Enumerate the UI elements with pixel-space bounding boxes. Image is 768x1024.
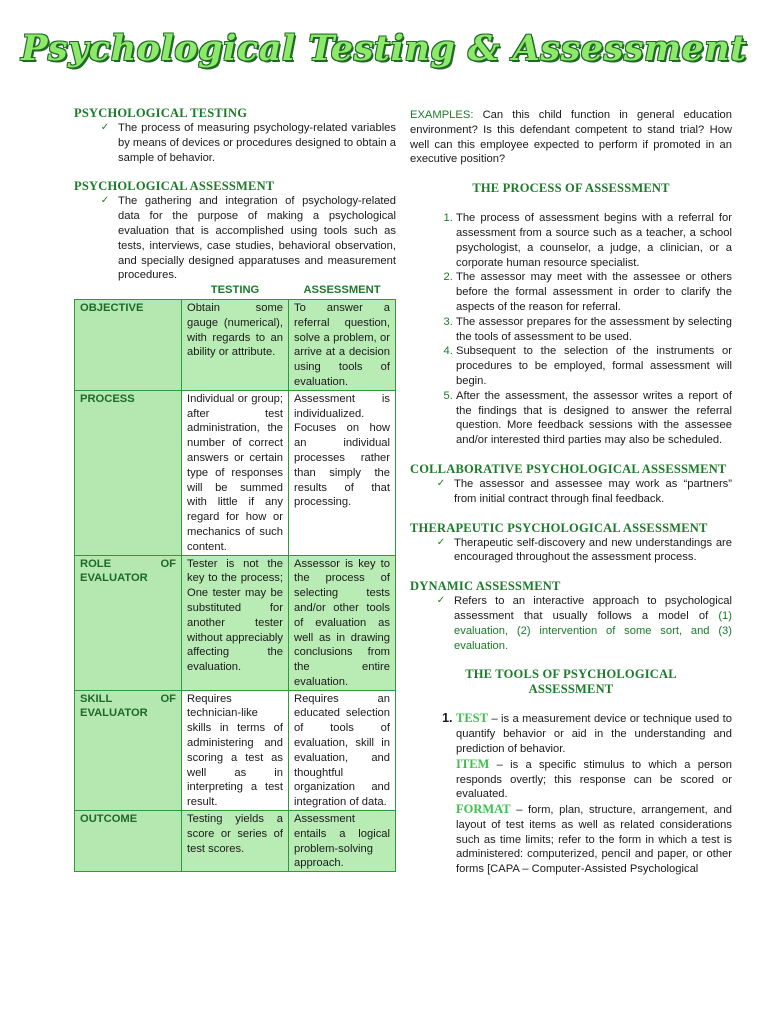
examples-paragraph [410,108,732,167]
process-steps-list [410,211,732,448]
tools-list [410,711,732,756]
assessment-cell: Assessment is individualized. Focuses on how an individual processes rather than simply the results of that processing. [289,390,396,555]
page-title: Psychological Testing & Assessment [21,28,747,69]
table-row [75,690,396,810]
table-header-testing: TESTING [210,284,260,297]
table-row [75,555,396,690]
term-test: TEST [456,711,488,726]
examples-text: Can this child function in general education environment? Is this defendant competent to stand trial? How well can this employee expected to perform if promoted in an executive position? [410,109,733,166]
test-definition: – is a measurement device or technique used to quantify behavior or aid in the understanding and prediction of behavior. [456,713,732,755]
definition-collaborative: ✓ The assessor and assessee may work as “partners” from initial contract through final feedback. [410,477,732,507]
list-item: 5. After the assessment, the assessor writes a report of the findings that is designed to answer the referral question. More feedback sessions with the assessee and/or interested third parties may also be scheduled. [456,389,732,448]
testing-cell: Testing yields a score or series of test scores. [182,811,289,872]
row-label: PROCESS [75,390,182,555]
row-label: OUTCOME [75,811,182,872]
section-heading-dynamic: DYNAMIC ASSESSMENT [410,579,561,594]
assessment-cell: Requires an educated selection of tools of evaluation, skill in evaluation, and thoughtful organization and integration of data. [289,690,396,810]
definition-dynamic [410,594,732,653]
section-heading-psychological-assessment: PSYCHOLOGICAL ASSESSMENT [74,179,275,194]
assessment-cell: To answer a referral question, solve a problem, or arrive at a decision using tools of evaluation. [289,299,396,390]
item-definition: ITEM – is a specific stimulus to which a person responds overtly; this response can be scored or evaluated. [456,756,732,801]
examples-label: EXAMPLES: [410,109,474,121]
term-format: FORMAT [456,802,511,817]
section-heading-collaborative: COLLABORATIVE PSYCHOLOGICAL ASSESSMENT [410,461,727,476]
section-heading-psychological-testing: PSYCHOLOGICAL TESTING [74,106,248,120]
table-row [75,811,396,872]
testing-cell: Requires technician-like skills in terms of administering and scoring a test as well as in interpreting a test result. [182,690,289,810]
table-header-blank [75,283,182,299]
testing-cell: Obtain some gauge (numerical), with regards to an ability or attribute. [182,299,289,390]
list-item: 3. The assessor prepares for the assessment by selecting the tools of assessment to be used. [456,315,732,345]
definition-psychological-testing: ✓ The process of measuring psychology-related variables by means of devices or procedures designed to obtain a sample of behavior. [74,121,396,165]
checkmark-icon: ✓ [100,195,110,207]
left-column [74,106,396,872]
section-heading-tools: THE TOOLS OF PSYCHOLOGICAL ASSESSMENT [465,667,677,697]
definition-psychological-assessment: ✓ The gathering and integration of psychology-related data for the purpose of making a psychological evaluation that is accomplished using tools such as tests, interviews, case studies, behavioral observation, and specially designed apparatuses and measurement procedures. [74,194,396,283]
section-heading-process: THE PROCESS OF ASSESSMENT [472,181,670,196]
testing-cell: Tester is not the key to the process; One tester may be substituted for another tester without appreciably affecting the evaluation. [182,555,289,690]
checkmark-icon: ✓ [100,122,110,133]
dynamic-text: Refers to an interactive approach to psychological assessment that usually follows a model of [454,595,732,622]
comparison-table [74,283,396,872]
checkmark-icon: ✓ [436,595,446,607]
table-row [75,390,396,555]
table-row [75,299,396,390]
list-item-test [456,711,732,756]
list-item: 2. The assessor may meet with the assessee or others before the formal assessment in order to clarify the aspects of the reason for referral. [456,270,732,314]
list-item: 1. The process of assessment begins with a referral for assessment from a source such as a teacher, a school psychologist, a counselor, a judge, a clinician, or a corporate human resource specialist. [456,211,732,270]
row-label: OBJECTIVE [75,299,182,390]
format-definition: FORMAT – form, plan, structure, arrangement, and layout of test items as well as related considerations such as time limits; refer to the form in which a test is administered: computerized, pencil and paper, or other forms [CAPA – Computer-Assisted Psychological [456,802,732,876]
assessment-cell: Assessment entails a logical problem-solving approach. [289,811,396,872]
assessment-cell: Assessor is key to the process of selecting tests and/or other tools of evaluation as well as in drawing conclusions from the entire evaluation. [289,555,396,690]
table-header-assessment: ASSESSMENT [303,284,381,297]
checkmark-icon: ✓ [436,477,446,489]
list-item: 4. Subsequent to the selection of the instruments or procedures to be employed, formal assessment will begin. [456,344,732,388]
term-item: ITEM [456,756,490,771]
definition-therapeutic: ✓ Therapeutic self-discovery and new understandings are encouraged throughout the assessment process. [410,536,732,566]
row-label: ROLE OF EVALUATOR [75,555,182,690]
dynamic-model-text: (1) evaluation, (2) intervention of some sort, and (3) evaluation. [454,609,732,652]
section-heading-therapeutic: THERAPEUTIC PSYCHOLOGICAL ASSESSMENT [410,520,708,535]
checkmark-icon: ✓ [436,536,446,548]
table-header-row [75,283,396,299]
row-label: SKILL OF EVALUATOR [75,690,182,810]
right-column [410,108,732,877]
testing-cell: Individual or group; after test administration, the number of correct answers or certain type of responses will be summed with little if any regard for how or mechanics of such content. [182,390,289,555]
